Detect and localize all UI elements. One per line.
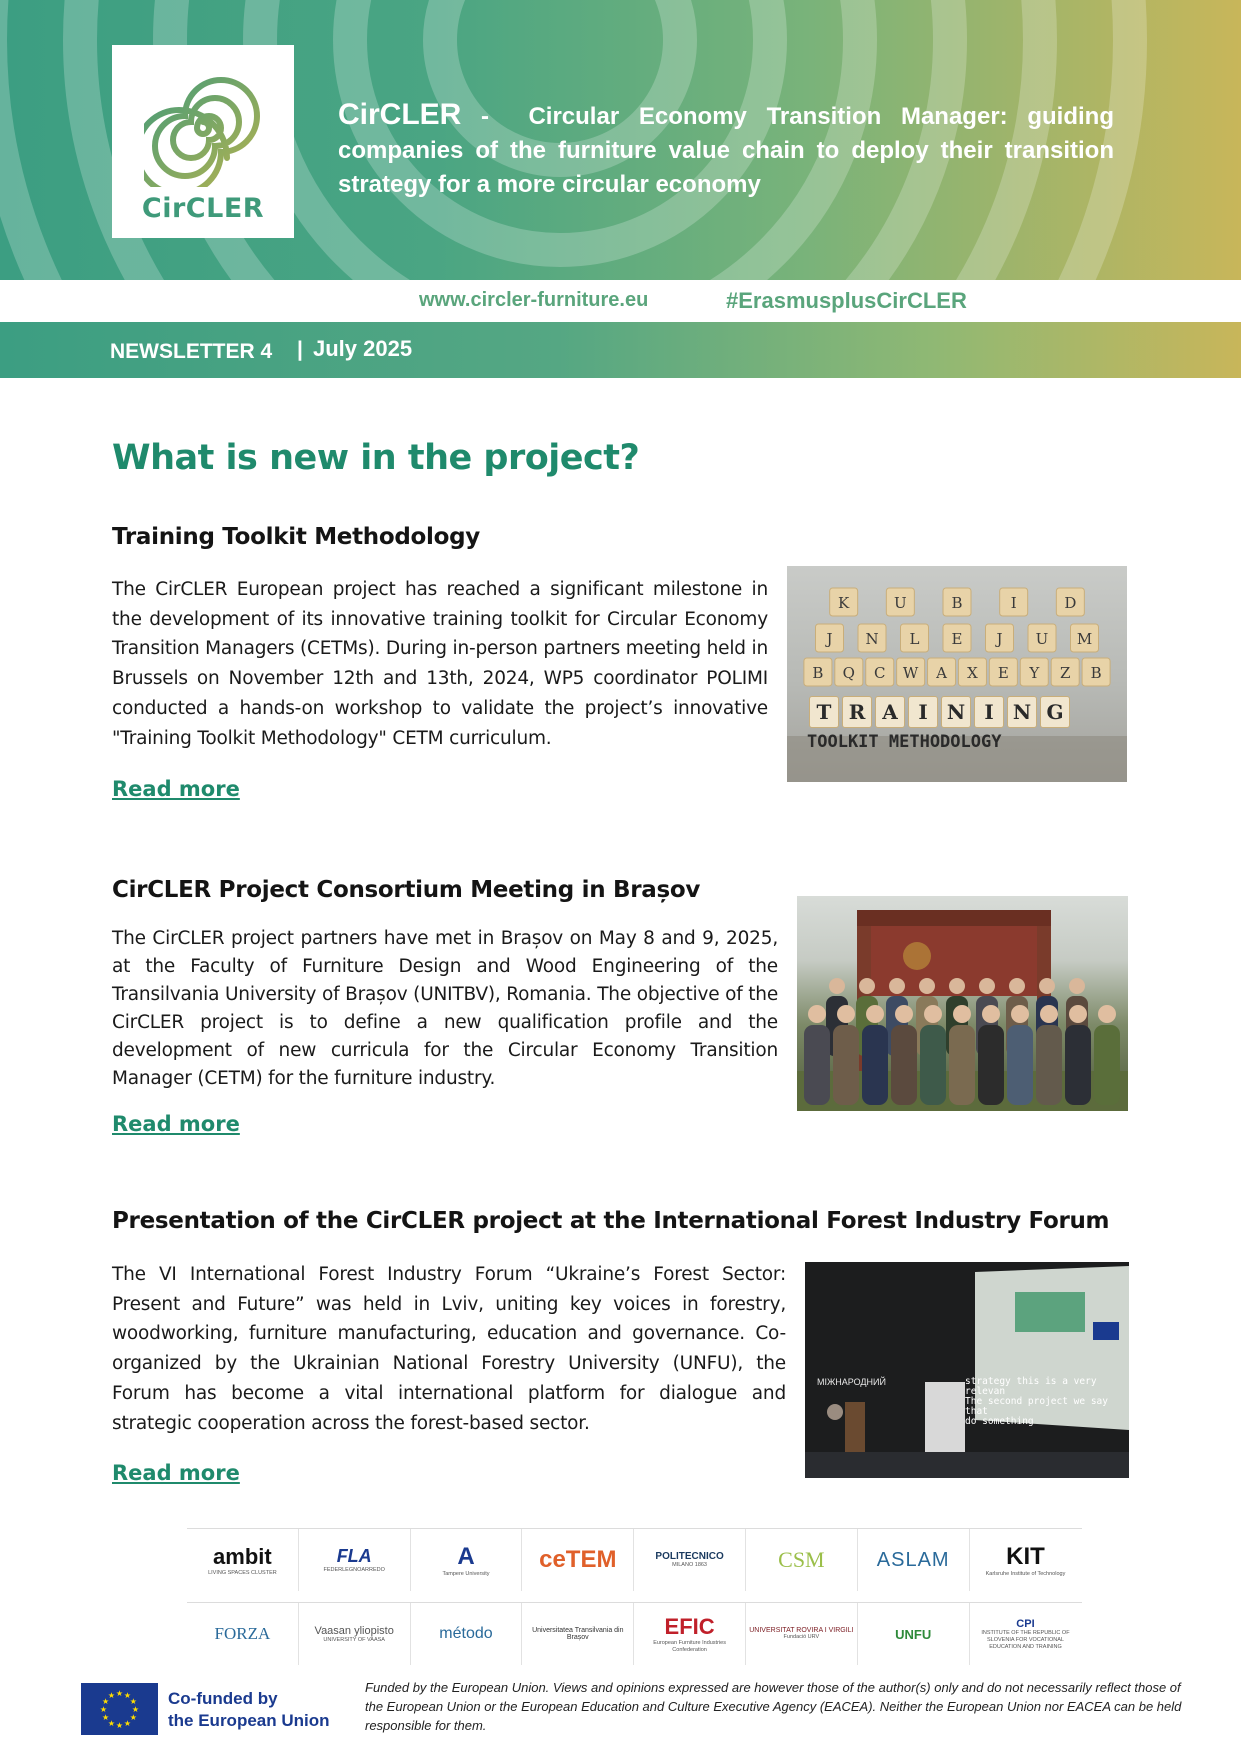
person-head bbox=[1011, 1005, 1029, 1023]
partner-logo bbox=[858, 1603, 970, 1665]
letter-cube-text: E bbox=[951, 630, 963, 648]
headline-text: Circular Economy Transition Manager: guiding companies of the furniture value chain to deploy their transition strategy for a more circular economy bbox=[338, 103, 1114, 198]
training-letter-cube: R bbox=[842, 696, 872, 728]
partner-logo-name: ceTEM bbox=[539, 1546, 617, 1573]
partner-logo bbox=[970, 1529, 1082, 1591]
screen-subtitles bbox=[965, 1377, 1129, 1427]
partner-logo bbox=[634, 1603, 746, 1665]
person bbox=[949, 1025, 975, 1105]
person-head bbox=[859, 978, 875, 994]
letter-cube-text: L bbox=[909, 630, 920, 648]
person-head bbox=[924, 1005, 942, 1023]
partner-logo bbox=[858, 1529, 970, 1591]
eu-star: ★ bbox=[107, 1718, 116, 1728]
letter-cube-text: N bbox=[865, 630, 879, 648]
newsletter-headline bbox=[338, 98, 1114, 202]
partner-logo-name: ambit bbox=[213, 1543, 272, 1569]
partner-logo-subtitle: European Furniture Industries Confederation bbox=[653, 1640, 726, 1653]
forum-stage-illustration bbox=[805, 1262, 1129, 1478]
letter-cube-text: U bbox=[1035, 630, 1049, 648]
person bbox=[920, 1025, 946, 1105]
partner-logo bbox=[634, 1529, 746, 1591]
person-head bbox=[1039, 978, 1055, 994]
letter-cube-text: E bbox=[997, 664, 1009, 682]
person-head bbox=[889, 978, 905, 994]
partner-logo bbox=[746, 1529, 858, 1591]
person-head bbox=[1009, 978, 1025, 994]
person bbox=[1036, 1025, 1062, 1105]
eu-star: ★ bbox=[102, 1713, 110, 1722]
newsletter-separator: | bbox=[297, 338, 303, 361]
person-head bbox=[808, 1005, 826, 1023]
partner-logo-name: UNIVERSITAT ROVIRA I VIRGILI bbox=[749, 1627, 854, 1634]
partner-logo-name: EFIC bbox=[664, 1614, 715, 1639]
letter-cube-text: X bbox=[967, 664, 978, 682]
partner-logo-name: ASLAM bbox=[876, 1548, 950, 1571]
training-letter-cube: N bbox=[1007, 696, 1037, 728]
spiral-logo-icon bbox=[144, 69, 262, 187]
partner-logo bbox=[299, 1529, 411, 1591]
consortium-group-photo bbox=[797, 896, 1128, 1111]
eu-star: ★ bbox=[102, 1697, 110, 1706]
partner-logo-name: POLITECNICO bbox=[655, 1551, 724, 1562]
letter-cube-text: J bbox=[826, 630, 833, 648]
newsletter-bar bbox=[0, 322, 1241, 378]
eu-star: ★ bbox=[115, 1721, 124, 1730]
partner-logo-name: Universitatea Transilvania din Brașov bbox=[532, 1627, 624, 1641]
letter-cube-text: K bbox=[838, 594, 850, 612]
eu-star: ★ bbox=[123, 1691, 132, 1701]
subtitle-line: do something bbox=[965, 1416, 1034, 1427]
partner-logo bbox=[522, 1603, 634, 1665]
training-word bbox=[809, 696, 1070, 728]
training-letter-cube: G bbox=[1040, 696, 1070, 728]
partner-logo-name: CSM bbox=[778, 1547, 825, 1572]
partner-logo-name: método bbox=[439, 1625, 493, 1642]
partner-logo bbox=[187, 1603, 299, 1665]
subtitle-line: strategy this is a very relevan bbox=[965, 1376, 1097, 1397]
person-head bbox=[979, 978, 995, 994]
partner-logo-subtitle: UNIVERSITY OF VAASA bbox=[323, 1636, 385, 1643]
letter-cube-text: W bbox=[902, 664, 919, 682]
letter-cube-text: A bbox=[936, 664, 947, 682]
training-toolkit-photo bbox=[787, 566, 1127, 782]
partner-logo-name: Vaasan yliopisto bbox=[314, 1624, 394, 1637]
letter-cube-text: Y bbox=[1029, 664, 1040, 682]
eu-star: ★ bbox=[129, 1713, 137, 1722]
eu-star: ★ bbox=[99, 1705, 108, 1714]
person bbox=[804, 1025, 830, 1105]
partner-logo bbox=[746, 1603, 858, 1665]
letter-cube-text: I bbox=[1010, 594, 1017, 612]
person-head bbox=[1098, 1005, 1116, 1023]
training-letter-cube: I bbox=[974, 696, 1004, 728]
person-head bbox=[1069, 978, 1085, 994]
partner-logo-name: A bbox=[457, 1542, 475, 1570]
partner-logo-subtitle: FEDERLEGNOARREDO bbox=[323, 1567, 385, 1573]
headline-dash: - bbox=[461, 103, 490, 130]
headline-brand: CirCLER bbox=[338, 98, 462, 131]
cofunded-label bbox=[168, 1688, 330, 1732]
eu-flag-icon bbox=[81, 1683, 158, 1735]
partner-logo-row-2 bbox=[187, 1602, 1082, 1664]
read-more-link[interactable]: Read more bbox=[112, 1112, 240, 1136]
partner-logo bbox=[522, 1529, 634, 1591]
partner-logo-subtitle: Tampere University bbox=[442, 1570, 490, 1577]
letter-cube-text: Q bbox=[842, 664, 855, 682]
partner-logo-name: UNFU bbox=[895, 1626, 932, 1642]
person-head bbox=[866, 1005, 884, 1023]
person bbox=[978, 1025, 1004, 1105]
person-head bbox=[829, 978, 845, 994]
partner-logo bbox=[299, 1603, 411, 1665]
subtitle-line: The second project we say that bbox=[965, 1396, 1108, 1417]
partner-logo-name: CPI bbox=[1016, 1617, 1035, 1630]
read-more-link[interactable]: Read more bbox=[112, 1461, 240, 1485]
article-heading: CirCLER Project Consortium Meeting in Brașov bbox=[112, 877, 701, 903]
section-title: What is new in the project? bbox=[112, 438, 640, 478]
forum-presentation-photo bbox=[805, 1262, 1129, 1478]
person-head bbox=[837, 1005, 855, 1023]
eu-star: ★ bbox=[131, 1705, 140, 1714]
partner-logo-name: FORZA bbox=[214, 1624, 271, 1643]
funding-disclaimer: Funded by the European Union. Views and opinions expressed are however those of the author(s) only and do not necessarily reflect those of the European Union or the European Education and Culture Executive Agency (EACEA). Neither the European Union nor EACEA can be held responsible for them. bbox=[365, 1680, 1182, 1733]
header-banner bbox=[0, 0, 1241, 280]
training-letter-cube: T bbox=[809, 696, 839, 728]
person-head bbox=[953, 1005, 971, 1023]
group-people-illustration bbox=[797, 896, 1128, 1111]
partner-logo-subtitle: Fundació URV bbox=[783, 1634, 820, 1640]
url-bar bbox=[0, 280, 1241, 322]
hashtag: #ErasmusplusCirCLER bbox=[726, 288, 967, 313]
letter-cube-text: M bbox=[1076, 630, 1093, 648]
newsletter-number: NEWSLETTER 4 bbox=[110, 340, 273, 363]
partner-logo-subtitle: MILANO 1863 bbox=[672, 1562, 707, 1568]
partner-logo bbox=[187, 1529, 299, 1591]
letter-cube-text: C bbox=[873, 664, 886, 682]
article-body: The VI International Forest Industry Forum “Ukraine’s Forest Sector: Present and Future” was held in Lviv, uniting key voices in forestry, woodworking, furniture manufacturing, education and governance. Co-organized by the Ukrainian National Forestry University (UNFU), the Forum has become a vital international platform for dialogue and strategic cooperation across the forest-based sector. bbox=[112, 1264, 786, 1434]
website-link[interactable]: www.circler-furniture.eu bbox=[419, 289, 649, 311]
article-heading: Presentation of the CirCLER project at the International Forest Industry Forum bbox=[112, 1208, 1110, 1234]
person bbox=[1094, 1025, 1120, 1105]
person bbox=[891, 1025, 917, 1105]
eu-star: ★ bbox=[107, 1691, 116, 1701]
person-head bbox=[895, 1005, 913, 1023]
article-heading: Training Toolkit Methodology bbox=[112, 524, 480, 550]
partner-logo bbox=[411, 1603, 523, 1665]
person bbox=[833, 1025, 859, 1105]
person bbox=[862, 1025, 888, 1105]
letter-cube-text: D bbox=[1064, 594, 1077, 612]
person-head bbox=[1040, 1005, 1058, 1023]
eu-star: ★ bbox=[129, 1697, 137, 1706]
letter-cube-text: B bbox=[951, 594, 963, 612]
partner-logo bbox=[411, 1529, 523, 1591]
person-head bbox=[919, 978, 935, 994]
article-body: The CirCLER project partners have met in Brașov on May 8 and 9, 2025, at the Faculty of Furniture Design and Wood Engineering of the Transilvania University of Brașov (UNITBV), Romania. The objective of the CirCLER project is to define a new qualification profile and the development of new curricula for the Circular Economy Transition Manager (CETM) for the furniture industry. bbox=[112, 928, 778, 1089]
partner-logo bbox=[970, 1603, 1082, 1665]
cofunded-line-2: the European Union bbox=[168, 1711, 330, 1730]
partner-logo-subtitle: LIVING SPACES CLUSTER bbox=[208, 1569, 277, 1576]
training-letter-cube: I bbox=[908, 696, 938, 728]
person bbox=[1007, 1025, 1033, 1105]
letter-cube-text: Z bbox=[1059, 664, 1071, 682]
toolkit-caption: TOOLKIT METHODOLOGY bbox=[807, 732, 1002, 752]
letter-cube-text: B bbox=[812, 664, 824, 682]
partner-logo-name: FLA bbox=[336, 1546, 372, 1566]
circler-logo bbox=[112, 45, 294, 238]
article-body: The CirCLER European project has reached a significant milestone in the development of its innovative training toolkit for Circular Economy Transition Managers (CETMs). During in-person partners meeting held in Brussels on November 12th and 13th, 2024, WP5 coordinator POLIMI conducted a hands-on workshop to validate the project’s innovative "Training Toolkit Methodology" CETM curriculum. bbox=[112, 579, 768, 749]
newsletter-date: July 2025 bbox=[313, 336, 413, 361]
eu-star: ★ bbox=[123, 1718, 132, 1728]
letter-cube-text: J bbox=[996, 630, 1003, 648]
stage-sign: МІЖНАРОДНИЙ bbox=[817, 1377, 886, 1387]
partner-logo-row-1 bbox=[187, 1528, 1082, 1590]
person-head bbox=[1069, 1005, 1087, 1023]
partner-logo-name: KIT bbox=[1006, 1542, 1045, 1570]
read-more-link[interactable]: Read more bbox=[112, 777, 240, 801]
logo-wordmark: CirCLER bbox=[141, 193, 265, 224]
cofunded-line-1: Co-funded by bbox=[168, 1689, 278, 1708]
letter-cube-text: B bbox=[1090, 664, 1102, 682]
partner-logo-subtitle: INSTITUTE OF THE REPUBLIC OF SLOVENIA FOR VOCATIONAL EDUCATION AND TRAINING bbox=[981, 1629, 1070, 1650]
person bbox=[1065, 1025, 1091, 1105]
letter-cube-text: U bbox=[894, 594, 907, 612]
eu-star: ★ bbox=[115, 1689, 124, 1698]
partner-logo-subtitle: Karlsruhe Institute of Technology bbox=[985, 1570, 1066, 1577]
training-letter-cube: A bbox=[875, 696, 905, 728]
person-head bbox=[949, 978, 965, 994]
training-letter-cube: N bbox=[941, 696, 971, 728]
person-head bbox=[982, 1005, 1000, 1023]
